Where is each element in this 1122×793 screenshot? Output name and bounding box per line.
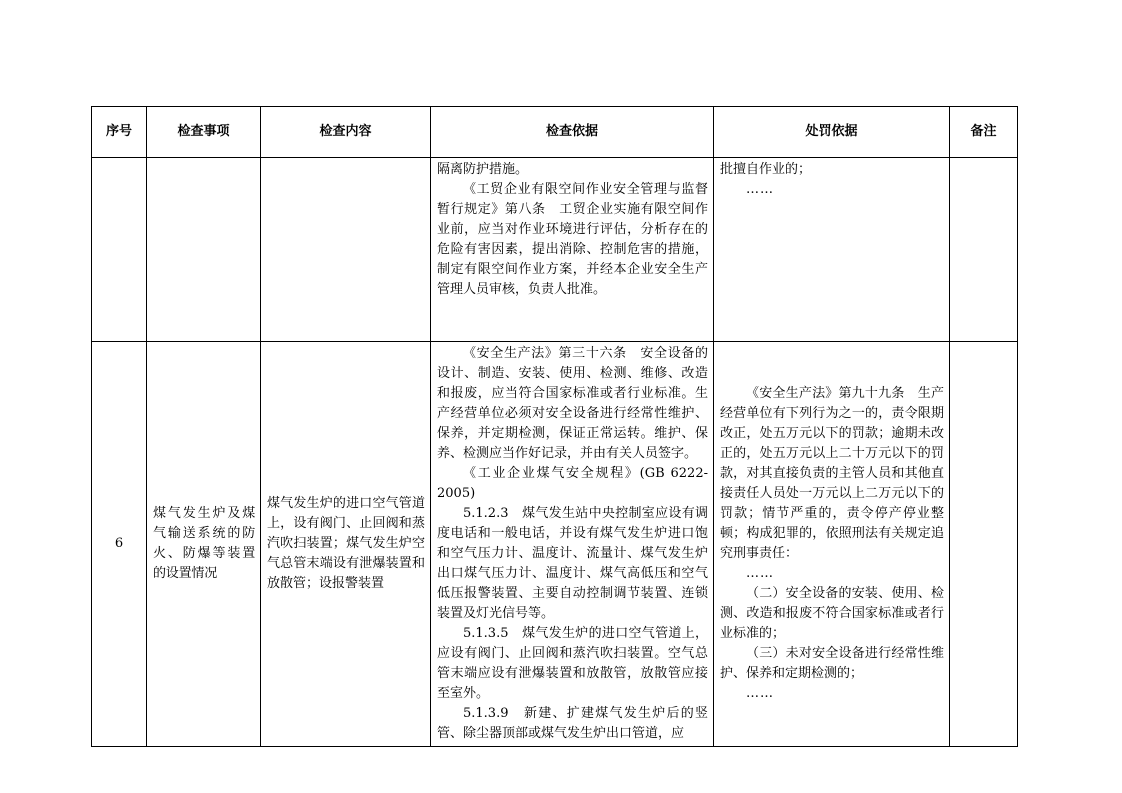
basis-paragraph: 5.1.3.5 煤气发生炉的进口空气管道上，应设有阀门、止回阀和蒸汽吹扫装置。空气总管末端应设有泄爆装置和放散管，放散管应接至室外。 <box>437 626 708 701</box>
cell-basis <box>431 158 714 342</box>
basis-paragraph: 《工业企业煤气安全规程》(GB 6222-2005) <box>437 466 708 501</box>
penalty-paragraph: （三）未对安全设备进行经常性维护、保养和定期检测的； <box>720 646 944 681</box>
col-header-penalty: 处罚依据 <box>714 107 950 158</box>
penalty-paragraph: 《安全生产法》第九十九条 生产经营单位有下列行为之一的，责令限期改正，处五万元以下的罚款；逾期未改正的，处五万元以上二十万元以下的罚款，对其直接负责的主管人员和其他直接责任人员处一万元以上二万元以下的罚款；情节严重的，责令停产停业整顿；构成犯罪的，依照刑法有关规定追究刑事责任： <box>720 386 944 561</box>
basis-paragraph: 《工贸企业有限空间作业安全管理与监督暂行规定》第八条 工贸企业实施有限空间作业前，应当对作业环境进行评估，分析存在的危险有害因素，提出消除、控制危害的措施，制定有限空间作业方案，并经本企业安全生产管理人员审核，负责人批准。 <box>437 182 708 297</box>
cell-basis <box>431 342 714 747</box>
col-header-remark: 备注 <box>950 107 1018 158</box>
cell-remark <box>950 158 1018 342</box>
header-row <box>92 107 1018 158</box>
basis-paragraph: 5.1.3.9 新建、扩建煤气发生炉后的竖管、除尘器顶部或煤气发生炉出口管道，应 <box>437 706 708 741</box>
col-header-item: 检查事项 <box>147 107 261 158</box>
basis-paragraph: 隔离防护措施。 <box>437 162 529 177</box>
basis-paragraph: 5.1.2.3 煤气发生站中央控制室应设有调度电话和一般电话，并设有煤气发生炉进口饱和空气压力计、温度计、流量计、煤气发生炉出口煤气压力计、温度计、煤气高低压和空气低压报警装置、主要自动控制调节装置、连锁装置及灯光信号等。 <box>437 506 708 621</box>
basis-paragraph: 《安全生产法》第三十六条 安全设备的设计、制造、安装、使用、检测、维修、改造和报废，应当符合国家标准或者行业标准。生产经营单位必须对安全设备进行经常性维护、保养，并定期检测，保证正常运转。维护、保养、检测应当作好记录，并由有关人员签字。 <box>437 346 708 461</box>
cell-item <box>147 342 261 747</box>
penalty-ellipsis: …… <box>746 566 774 581</box>
col-header-no: 序号 <box>92 107 147 158</box>
item-text: 煤气发生炉及煤气输送系统的防火、防爆等装置的设置情况 <box>153 506 255 581</box>
table-row-6 <box>92 342 1018 747</box>
cell-content <box>261 342 431 747</box>
table-row-continued <box>92 158 1018 342</box>
cell-remark <box>950 342 1018 747</box>
cell-item <box>147 158 261 342</box>
cell-no: 6 <box>92 342 147 747</box>
content-text: 煤气发生炉的进口空气管道上，设有阀门、止回阀和蒸汽吹扫装置；煤气发生炉空气总管末端设有泄爆装置和放散管；设报警装置 <box>267 496 425 591</box>
cell-content <box>261 158 431 342</box>
inspection-table <box>91 106 1018 747</box>
cell-penalty <box>714 342 950 747</box>
cell-no <box>92 158 147 342</box>
col-header-content: 检查内容 <box>261 107 431 158</box>
penalty-ellipsis: …… <box>746 182 774 197</box>
penalty-ellipsis: …… <box>746 686 774 701</box>
penalty-paragraph: （二）安全设备的安装、使用、检测、改造和报废不符合国家标准或者行业标准的； <box>720 586 944 641</box>
col-header-basis: 检查依据 <box>431 107 714 158</box>
cell-penalty <box>714 158 950 342</box>
penalty-paragraph: 批擅自作业的； <box>720 162 812 177</box>
